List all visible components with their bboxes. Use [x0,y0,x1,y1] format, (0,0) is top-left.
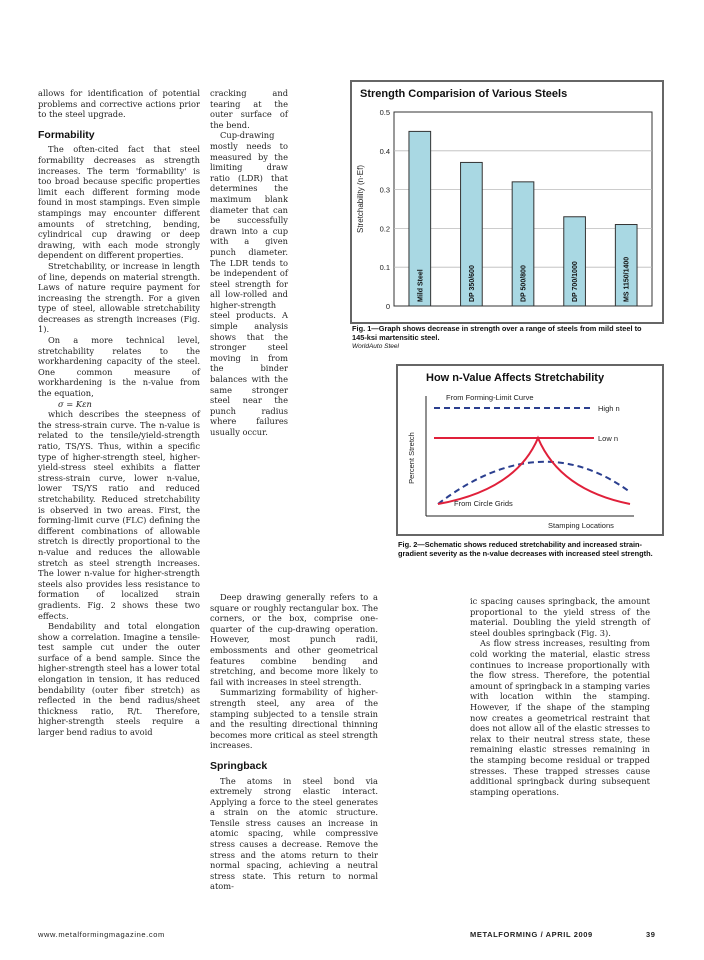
figure-1-box [350,80,664,324]
column-1 [38,88,200,738]
column-2-top [210,88,288,438]
paragraph: The atoms in steel bond via extremely strong elastic interact. Applying a force to the steel generates a strain on the atomic structure. Tensile stress causes an increase in atomic spacing, while compressive stress causes a decrease. Remove the stress and the atoms return to their normal spacing, achieving a neutral stress state. This return to normal atom- [210,775,378,892]
paragraph: Stretchability, or increase in length of line, depends on material strength. Laws of nature require payment for increasing the strength. For a given type of steel, allowable stretchability decreases as strength increases (Fig. 1). [38,260,200,335]
section-heading-formability: Formability [38,128,95,141]
y-tick-label: 0 [385,302,390,311]
bar-category-label: Mild Steel [417,269,425,302]
figure-1-credit: WorldAuto Steel [352,343,399,350]
bar-category-label: DP 700/1000 [572,261,580,302]
strength-bar-chart [352,104,662,320]
label-circle-grids: From Circle Grids [454,499,513,508]
paragraph: ic spacing causes springback, the amount proportional to the yield stress of the material. Doubling the yield strength of steel doubles springback (Fig. 3). [470,596,650,638]
page-number: 39 [646,930,656,939]
stretchability-schematic [398,388,662,534]
schematic-ylabel: Percent Stretch [407,432,416,484]
low-n-strain-curve [438,438,630,504]
schematic-xlabel: Stamping Locations [548,521,614,530]
y-tick-label: 0.1 [379,263,390,273]
figure-1-caption [352,324,658,351]
y-tick-label: 0.4 [379,146,390,156]
footer-url: www.metalformingmagazine.com [38,930,165,939]
equation: σ = Kεn [58,398,92,409]
paragraph: As flow stress increases, resulting from cold working the material, elastic stress continues to increase proportionally with the flow stress. Therefore, the potential amount of springback in a stamping varies with location within the stamping. However, if the shape of the stamping now creates a geometrical restraint that does not allow all of the elastic stresses to relax to their neutral stress state, these remaining elastic stresses remaining in the stamping become residual or trapped stresses. These trapped stresses cause additional springback during subsequent stamping operations. [470,638,650,797]
label-high-n: High n [598,404,620,413]
figure-2-box [396,364,664,536]
column-2-bottom [210,592,378,892]
paragraph: Cup-drawing mostly needs to measured by the limiting draw ratio (LDR) that determines the maximum blank diameter that can be successfully drawn into a cup with a given punch diameter. The LDR tends to be independent of steel strength for all low-rolled and higher-strength steel products. A simple analysis shows that the stronger steel moving in from the binder balances with the same stronger steel near the punch radius where failures usually occur. [210,130,288,437]
y-tick-label: 0.3 [379,185,390,195]
label-low-n: Low n [598,434,619,443]
figure-2-caption: Fig. 2—Schematic shows reduced stretchability and increased strain-gradient severity as the n-value decreases with increased steel strength. [398,540,653,558]
figure-1-caption-text: Fig. 1—Graph shows decrease in strength over a range of steels from mild steel to 145-ksi martensitic steel. [352,324,642,342]
paragraph: Summarizing formability of higher-strength steel, any area of the stamping subjected to a tensile strain and the resulting directional thinning becomes more critical as steel strength increases. [210,687,378,751]
chart-ylabel: Stretchability (n·Ef) [356,164,365,234]
label-flc: From Forming-Limit Curve [446,393,534,402]
section-heading-springback: Springback [210,759,268,772]
y-tick-label: 0.2 [379,224,390,234]
figure-1-title: Strength Comparision of Various Steels [360,88,568,100]
bar-category-label: DP 500/800 [520,265,528,302]
column-3 [470,596,650,797]
paragraph: which describes the steepness of the stress-strain curve. The n-value is related to the tensile/yield-strength ratio, TS/YS. Thus, within a specific type of higher-strength steel, higher-yield-stress steel exhibits a flatter stress-strain curve, lower n-value, lower TS/YS ratio and reduced stretchability. Reduced stretchability is observed in two areas. First, the forming-limit curve (FLC) defining the different combinations of allowable stretch is directly proportional to the n-value and reduces the allowable stretch as steel strength increases. The lower n-value for higher-strength steels also provides less resistance to formation of localized strain gradients. Fig. 2 shows these two effects. [38,409,200,621]
intro-paragraph: allows for identification of potential problems and corrective actions prior to the steel upgrade. [38,88,200,120]
paragraph: On a more technical level, stretchability relates to the workhardening capacity of the steel. One common measure of workhardening is the n-value from the equation, [38,335,200,399]
figure-2-title: How n-Value Affects Stretchability [426,372,605,384]
bar-category-label: DP 350/600 [468,265,476,302]
footer-issue: METALFORMING / APRIL 2009 [470,930,593,939]
y-tick-label: 0.5 [379,108,390,117]
paragraph: Bendability and total elongation show a correlation. Imagine a tensile-test sample cut under the outer surface of a bend sample. Since the higher-strength steel has a lower total elongation in tension, it has reduced bendability (outer fiber stretch) as reflected in the bend radius/sheet thickness ratio, R/t. Therefore, higher-strength steels require a larger bend radius to avoid [38,621,200,738]
paragraph: cracking and tearing at the outer surface of the bend. [210,88,288,130]
bar-category-label: MS 1150/1400 [623,256,631,302]
paragraph: The often-cited fact that steel formability decreases as strength increases. The term 'formability' is too broad because specific properties limit each different forming mode found in most stampings. Even simple stampings may encounter different amounts of stretching, bending, cylindrical cup drawing or deep drawing, with each mode strongly dependent on different properties. [38,144,200,261]
paragraph: Deep drawing generally refers to a square or roughly rectangular box. The corners, or the box, comprise one-quarter of the cup-drawing operation. However, most punch radii, embossments and other geometrical features combine bending and stretching, and become more likely to fail with increases in steel strength. [210,592,378,687]
